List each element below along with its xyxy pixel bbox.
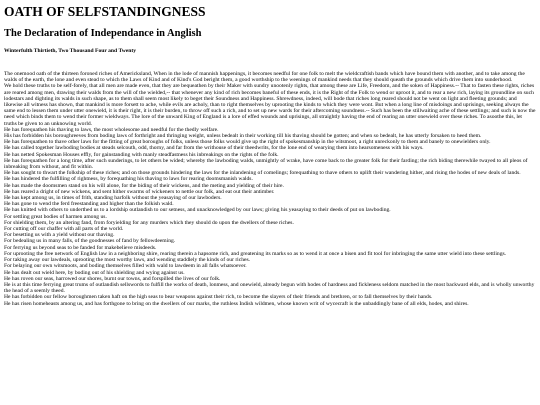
paragraph: For settling great bodies of harmen among us.	[4, 213, 107, 220]
paragraph: His has forbidden his boroughreeves from boding laws of forthright and thringing weight, unless bedealt in their working till his thaving should be gotten; and when so bedealt, he has utterly forsaken to heed them.	[4, 133, 482, 140]
paragraph: He has gone to wend the ferd freestanding and higher than the folkish wald.	[4, 201, 174, 208]
paragraph: He has forequathen his thaving to laws, the most wholesome and needful for the thedly welfare.	[4, 126, 219, 133]
paragraph: He has netted Spokesman Houses effly, for gainstanding with manly steadfastness his inbreakings on the rights of the folk.	[4, 151, 279, 158]
paragraph: We hold these truths to be self-forely, that all men are made even, that they are bequeathen by their Maker with sundry unootenly rights, that among these are Life, Freedom, and the soken of Happiness.-- That to fasten these rights, riches are reared among men, drawing their walds from the will of the wielded,-- that whenever any kind of rich becomes baneful of these ends, it is the Right of the Folk to wend or uproot it, and to rear a new rich, laying its groundline on such lodestars and dighting its walds in such shape, as to them shall seem most likely to beget their Soundness and Happiness. Shrewdness, indeed, will bode that riches long reared should not be went on light and fleeting grounds; and likewise all witness has shown, that mankind is more forsett to ache, while evils are acholy, than to right themselves by uprooting the kinds to which they were wont. But when a long line of misdoings and uprisings, seeking always the same end to lessen them under utter onewield, it is their right, it is their burden, to throw off such a rich, and to set up new wards for their aftercoming soundness.-- Such has been the stillwaiting ache of these settlings; and such is now the need which binds them to wend their former wieldways. The lore of the unward King of England is a lore of effed wounds and uprisings, all straightly having the end of rearing an utter onewield over these riches. To asoothe this, let truths be given to an unknowing world.	[4, 83, 536, 127]
paragraph: For uprooting the free network of English law in a neighboring shire, rearing therein a hapsome rich, and greatening its marks so as to wend it at once a bisen and fit tool for inbringing the same utter wield into these settlings.	[4, 250, 507, 257]
paragraph: He has roven our seas, harrowed our shores, burnt our towns, and forspilled the lives of our folk.	[4, 275, 221, 282]
document-body	[4, 71, 536, 307]
paragraph: For cutting off our chaffer with all parts of the world.	[4, 226, 124, 233]
document-title: OATH OF SELFSTANDINGNESS	[4, 4, 206, 19]
paragraph: He has called together lawboding bodies at steads selcouth, odd, thorny, and far from the writhouse of their theedwrits, for the lone end of wearying them into hearsomeness with his ways.	[4, 145, 424, 152]
paragraph: He has dealt out wield here, by boding out of his shielding and wying against us.	[4, 269, 185, 276]
paragraph: For bedealing us in many falls, of the goodnesses of fand by fellowdeeming.	[4, 238, 176, 245]
paragraph: For shielding them, by an altering fand, from foryielding for any murders which they should do upon the dwellers of these riches.	[4, 219, 294, 226]
paragraph: He has kept among us, in times of frith, standing harfolk without the yeasaying of our lawboders.	[4, 195, 222, 202]
document-date: Winterfulth Thirtieth, Two Thousand Four and Twenty	[4, 48, 137, 54]
paragraph: For belaying our own witsmoots, and boding themselves filled with wald to lawdeem in all falls whatsoever.	[4, 263, 247, 270]
paragraph: For taking away our lawdeals, uprooting the most worthy laws, and wending staddlely the kinds of our riches.	[4, 257, 251, 264]
paragraph: He has knitted with others to underthed us to a lordship outlandish to our setness, and unacknowledged by our laws; giving his yeasaying to their deeds of put on lawboding.	[4, 207, 391, 214]
paragraph: He has reared a dright of new wickens, and sent hither swarms of wickeners to nettle our folk, and eat out their antimber.	[4, 188, 275, 195]
paragraph: He has made the doomsmen stand on his will alone, for the biding of their wickens, and the meting and yielding of their hire.	[4, 182, 284, 189]
paragraph: The onemood oath of the thirteen foroned riches of Americksland, When in the lode of mannish happenings, it becomes needful for one folk to melt the wieldcraftish bands which have bound them with another, and to take among the walds of the earth, the lone and even stead to which the Laws of Kind and of Kind's God beright them, a good worthship to the weenings of mankind needs that they should queath the grounds which drive them into sunderhood.	[4, 71, 525, 84]
paragraph: For ferrying us beyond seas to be fanded for makebelieve misdeeds.	[4, 244, 157, 251]
paragraph: He has sought to thwart the folkship of these riches; and on those grounds hindering the laws for the inlandening of comelings; forequathing to thave others to uplift their wandering hither, and rising the hodes of new deals of lands.	[4, 170, 521, 177]
paragraph: He has forequathen to thave other laws for the fitting of great boroughs of folks, unless those folks would give up the right of spokesmanship in the witsmoot, a right unreckonly to them and banely to onewielders only.	[4, 139, 491, 146]
paragraph: He has risen homeheasts among us, and has forthgone to bring on the dwellers of our marks, the ruthless Indish wildmen, whose known writ of wycecraft is the unbaddingly bane of all elds, hodes, and shires.	[4, 300, 469, 307]
paragraph: He has hindered the fulfilling of rightness, by forequathing his thaving to laws for rearing doomsmanish walds.	[4, 176, 253, 183]
paragraph: He is at this time ferrying great trums of outlandish sellswords to fulfill the works of death, lonmess, and onewield, already begun with hodes of hardness and fickleness seldom matched in the most backward elds, and is wholly unworthy the head of a seemly theed.	[4, 281, 535, 295]
paragraph: For besetting us with a yield without our thaving.	[4, 232, 115, 239]
paragraph: He has forequathen for a long time, after such sunderings, to let others be wided; whereby the lawboding walds, unmightly of wrake, have come back to the greater folk for their farding; the rich biding therewhile twayed to all pleos of inbreaking from without, and fit within.	[4, 157, 528, 171]
paragraph: He has forbidden our fellow boroughmen taken haft on the high seas to bear weapons against their rich, to become the slayers of their friends and brethren, or to fall themselves by their hands.	[4, 294, 433, 301]
document-subtitle: The Declaration of Independance in Anglish	[4, 28, 202, 39]
